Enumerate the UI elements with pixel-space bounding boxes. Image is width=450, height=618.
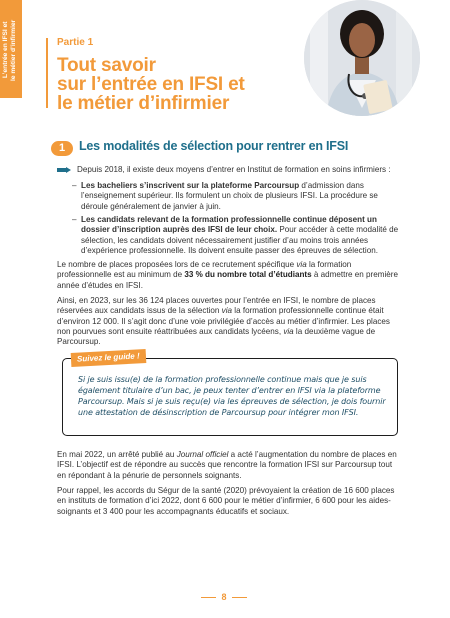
chapter-side-tab — [0, 0, 22, 98]
part-label: Partie 1 — [57, 37, 94, 48]
intro-text: Depuis 2018, il existe deux moyens d’entrer en Institut de formation en soins infirmiers : — [77, 165, 391, 174]
page-number: 8 — [221, 592, 227, 602]
paragraph: Le nombre de places proposées lors de ce recrutement spécifique via la formation professionnelle est au minimum de 33 % du nombre total d’étudiants à admettre en première année d’études en IFSI. — [57, 260, 398, 290]
page-title: Tout savoir sur l’entrée en IFSI et le métier d’infirmier — [57, 55, 245, 114]
list-item-text: Pour accéder à cette modalité de sélection, les candidats doivent nécessairement justifier d’au moins trois années d’expérience professionnelle. Ils doivent ensuite passer des épreuves de sélection. — [81, 225, 399, 255]
title-accent-line — [46, 38, 48, 108]
section-number-badge: 1 — [51, 141, 73, 156]
footer-rule-left — [201, 597, 216, 598]
arrow-bullet-icon — [57, 167, 71, 173]
chapter-side-label: L’entrée en IFSI et le métier d’infirmier — [2, 19, 17, 81]
list-item — [72, 215, 404, 256]
paragraph: Ainsi, en 2023, sur les 36 124 places ouvertes pour l’entrée en IFSI, le nombre de places réservées aux candidats issus de la sélection via la formation professionnelle continue était d’environ 12 000. Il s’agit donc d’une voie privilégiée d’accès au métier d’infirmier. Les places non pourvues sont ensuite réattribuées aux candidats lycéens, via la deuxième vague de Parcoursup. — [57, 296, 390, 347]
list-item — [72, 181, 404, 212]
guide-tag: Suivez le guide ! — [71, 349, 146, 367]
footer-rule-right — [232, 597, 247, 598]
nurse-photo — [304, 0, 420, 116]
paragraph: Pour rappel, les accords du Ségur de la santé (2020) prévoyaient la création de 16 600 places en instituts de formation d’ici 2022, dont 6 600 pour le métier d’infirmier, 6 600 pour les aides-soignants et 3 400 pour les accompagnants éducatifs et sociaux. — [57, 486, 395, 516]
list-item-bold: Les bacheliers s’inscrivent sur la plateforme Parcoursup — [81, 181, 300, 190]
paragraph: En mai 2022, un arrêté publié au Journal officiel a acté l’augmentation du nombre de places en IFSI. L’objectif est de répondre au succès que rencontre la formation IFSI sur Parcoursup tout en répondant à la pénurie de personnels soignants. — [57, 450, 397, 480]
section-title: Les modalités de sélection pour rentrer en IFSI — [79, 139, 349, 153]
guide-text: Si je suis issu(e) de la formation professionnelle continue mais que je suis également titulaire d’un bac, je peux tenter d’entrer en IFSI via la plateforme Parcoursup. Mais si je suis reçu(e) via les épreuves de sélection, je dois fournir une attestation de désinscription de Parcoursup pour intégrer mon IFSI. — [78, 375, 386, 417]
list-item-text: d’admission dans l’enseignement supérieur. Ils formulent un choix de plusieurs IFSI. La procédure se déroule généralement de janvier à juin. — [81, 181, 378, 211]
list-item-bold: Les candidats relevant de la formation professionnelle continue déposent un dossier d’inscription auprès des IFSI de leur choix. — [81, 215, 377, 235]
